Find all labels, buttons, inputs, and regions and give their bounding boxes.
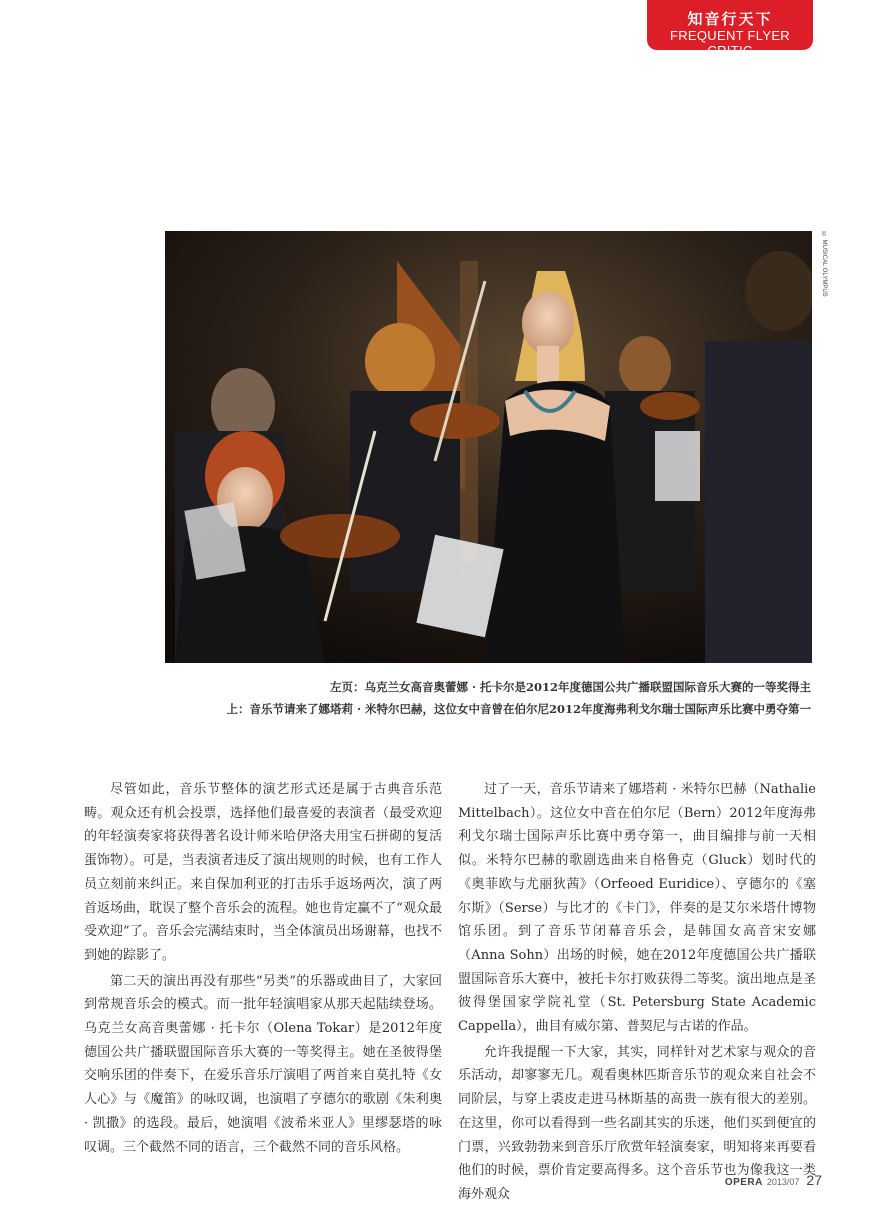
- paragraph: 尽管如此，音乐节整体的演艺形式还是属于古典音乐范畴。观众还有机会投票，选择他们最喜爱的表演者（最受欢迎的年轻演奏家将获得著名设计师米哈伊洛夫用宝石拼砌的复活蛋饰物）。可是，当表演者违反了演出规则的时候，也有工作人员立刻前来纠正。来自保加利亚的打击乐手返场两次，演了两首返场曲，耽误了整个音乐会的流程。她也肯定赢不了“观众最受欢迎”了。音乐会完满结束时，当全体演员出场谢幕，也找不到她的踪影了。: [84, 782, 442, 963]
- caption-line: 左页：乌克兰女高音奥蕾娜 · 托卡尔是2012年度德国公共广播联盟国际音乐大赛的一等奖得主: [329, 680, 811, 694]
- photo-caption: [226, 676, 811, 720]
- page-footer: [725, 1172, 822, 1188]
- concert-photo: [165, 231, 812, 663]
- issue-date: 2013/07: [766, 1177, 800, 1187]
- paragraph: 允许我提醒一下大家，其实，同样针对艺术家与观众的音乐活动，却寥寥无几。观看奥林匹斯音乐节的观众来自社会不同阶层，与穿上裘皮走进马林斯基的高贵一族有很大的差别。在这里，你可以看得到一些名副其实的乐迷，他们买到便宜的门票，兴致勃勃来到音乐厅欣赏年轻演奏家，明知将来再要看他们的时候，票价肯定要高得多。这个音乐节也为像我这一类海外观众: [458, 1044, 816, 1202]
- article-column-left: [84, 778, 442, 1159]
- section-subtitle: FREQUENT FLYER CRITIC: [669, 28, 790, 58]
- section-tab: [647, 0, 813, 58]
- magazine-name: OPERA: [724, 1177, 763, 1188]
- page-number: 27: [806, 1172, 822, 1188]
- paragraph: 第二天的演出再没有那些“另类”的乐器或曲目了，大家回到常规音乐会的模式。而一批年轻演唱家从那天起陆续登场。乌克兰女高音奥蕾娜 · 托卡尔（Olena Tokar）是2012年度德国公共广播联盟国际音乐大赛的一等奖得主。她在圣彼得堡交响乐团的伴奏下，在爱乐音乐厅演唱了两首来自莫扎特《女人心》与《魔笛》的咏叹调，也演唱了亨德尔的歌剧《朱利奥 · 凯撒》的选段。最后，她演唱《波希米亚人》里缪瑟塔的咏叹调。三个截然不同的语言，三个截然不同的音乐风格。: [84, 973, 442, 1155]
- caption-line: 上：音乐节请来了娜塔莉 · 米特尔巴赫，这位女中音曾在伯尔尼2012年度海弗利戈尔瑞士国际声乐比赛中勇夺第一: [226, 702, 811, 716]
- article-column-right: [458, 778, 816, 1207]
- paragraph: 过了一天，音乐节请来了娜塔莉 · 米特尔巴赫（Nathalie Mittelbach）。这位女中音在伯尔尼（Bern）2012年度海弗利戈尔瑞士国际声乐比赛中勇夺第一，曲目编排与前一天相似。米特尔巴赫的歌剧选曲来自格鲁克（Gluck）划时代的《奥菲欧与尤丽狄茜》（Orfeoed Euridice）、亨德尔的《塞尔斯》（Serse）与比才的《卡门》，伴奏的是艾尔米塔什博物馆乐团。到了音乐节闭幕音乐会，是韩国女高音宋安娜（Anna Sohn）出场的时候，她在2012年度德国公共广播联盟国际音乐大赛中，被托卡尔打败获得二等奖。演出地点是圣彼得堡国家学院礼堂（St. Petersburg State Academic Cappella），曲目有威尔第、普契尼与古诺的作品。: [458, 782, 816, 1035]
- section-title: 知音行天下: [687, 11, 773, 28]
- photo-credit: © MUSICAL OLYMPUS: [821, 232, 827, 297]
